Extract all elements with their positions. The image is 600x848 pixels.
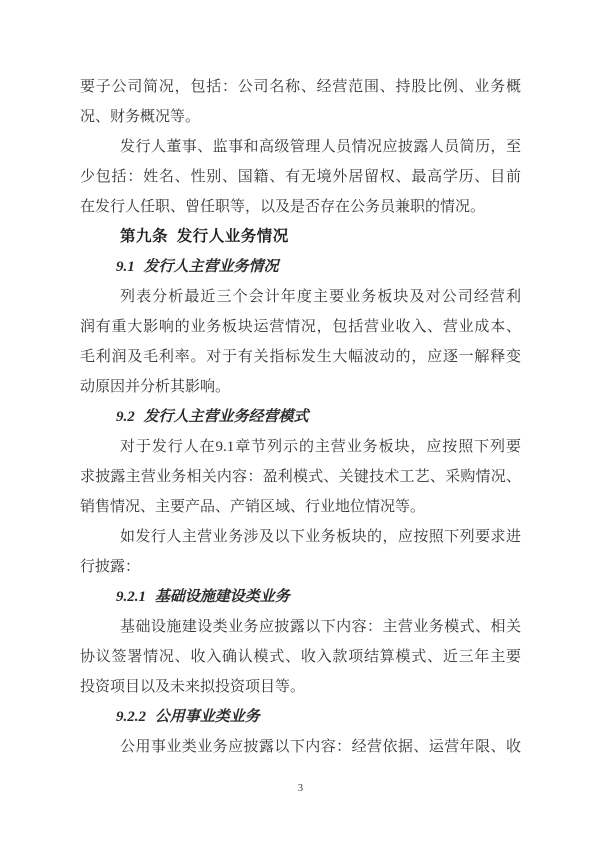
para-9-2-intro-line: 如发行人主营业务涉及以下业务板块的，应按照下列要求进 (120, 529, 521, 545)
para-subsidiary-line: 况、财务概况等。 (80, 109, 201, 125)
para-9-1-line: 列表分析最近三个会计年度主要业务板块及对公司经营利 (120, 289, 521, 305)
section-9-2-heading: 9.2 发行人主营业务经营模式 (116, 409, 309, 425)
section-9-2-1-heading: 9.2.1 基础设施建设类业务 (116, 589, 290, 605)
section-9-1-heading: 9.1 发行人主营业务情况 (116, 259, 279, 275)
page-number: 3 (297, 783, 304, 794)
para-9-2-intro-line: 行披露： (80, 559, 141, 575)
para-directors-line: 发行人董事、监事和高级管理人员情况应披露人员简历，至 (120, 139, 521, 155)
para-directors-line: 在发行人任职、曾任职等，以及是否存在公务员兼职的情况。 (80, 199, 486, 215)
para-9-2-line: 求披露主营业务相关内容：盈利模式、关键技术工艺、采购情况、 (80, 469, 521, 485)
para-9-1-line: 动原因并分析其影响。 (80, 379, 231, 395)
section-9-2-2-heading: 9.2.2 公用事业类业务 (116, 709, 260, 725)
para-9-2-1-line: 投资项目以及未来拟投资项目等。 (80, 679, 306, 695)
para-9-2-line: 对于发行人在9.1章节列示的主营业务板块，应按照下列要 (120, 439, 521, 455)
para-9-1-line: 毛利润及毛利率。对于有关指标发生大幅波动的，应逐一解释变 (80, 349, 521, 365)
para-9-2-1-line: 基础设施建设类业务应披露以下内容：主营业务模式、相关 (120, 619, 521, 635)
para-9-2-line: 销售情况、主要产品、产销区域、行业地位情况等。 (80, 499, 426, 515)
para-9-2-2-line: 公用事业类业务应披露以下内容：经营依据、运营年限、收 (120, 739, 521, 755)
document-body (80, 72, 521, 762)
para-subsidiary-line: 要子公司简况，包括：公司名称、经营范围、持股比例、业务概 (80, 79, 521, 95)
para-9-1-line: 润有重大影响的业务板块运营情况，包括营业收入、营业成本、 (80, 319, 521, 335)
article-9-heading: 第九条 发行人业务情况 (120, 228, 289, 245)
para-9-2-1-line: 协议签署情况、收入确认模式、收入款项结算模式、近三年主要 (80, 649, 521, 665)
para-directors-line: 少包括：姓名、性别、国籍、有无境外居留权、最高学历、目前 (80, 169, 521, 185)
